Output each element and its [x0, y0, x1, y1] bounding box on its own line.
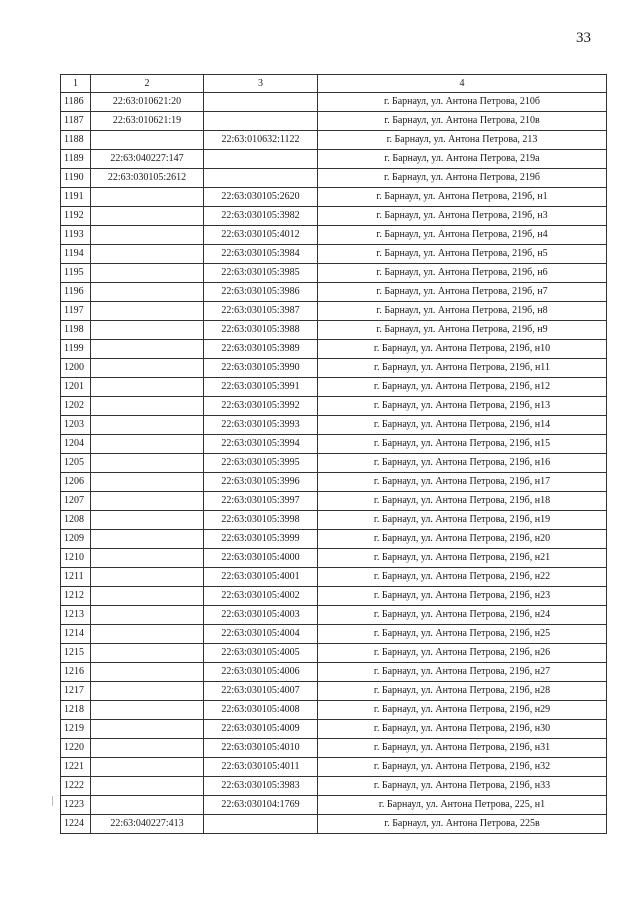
- cadastral-number-cell: [91, 207, 204, 226]
- room-cadastral-number-cell: [204, 112, 318, 131]
- address-cell: г. Барнаул, ул. Антона Петрова, 219б, н30: [318, 720, 607, 739]
- room-cadastral-number-cell: 22:63:030105:3996: [204, 473, 318, 492]
- cadastral-number-cell: [91, 530, 204, 549]
- cadastral-number-cell: [91, 549, 204, 568]
- cadastral-number-cell: 22:63:010621:20: [91, 93, 204, 112]
- row-number-cell: 1206: [61, 473, 91, 492]
- room-cadastral-number-cell: 22:63:030105:4012: [204, 226, 318, 245]
- address-cell: г. Барнаул, ул. Антона Петрова, 219б, н3: [318, 207, 607, 226]
- table-row: [61, 606, 607, 625]
- room-cadastral-number-cell: 22:63:030105:3991: [204, 378, 318, 397]
- row-number-cell: 1192: [61, 207, 91, 226]
- row-number-cell: 1209: [61, 530, 91, 549]
- address-cell: г. Барнаул, ул. Антона Петрова, 219б, н25: [318, 625, 607, 644]
- address-cell: г. Барнаул, ул. Антона Петрова, 225, н1: [318, 796, 607, 815]
- page-number: 33: [576, 30, 591, 46]
- table-row: [61, 226, 607, 245]
- table-row: [61, 549, 607, 568]
- table-row: [61, 454, 607, 473]
- room-cadastral-number-cell: 22:63:030105:3999: [204, 530, 318, 549]
- row-number-cell: 1208: [61, 511, 91, 530]
- address-cell: г. Барнаул, ул. Антона Петрова, 225в: [318, 815, 607, 834]
- cadastral-number-cell: [91, 473, 204, 492]
- row-number-cell: 1212: [61, 587, 91, 606]
- row-number-cell: 1201: [61, 378, 91, 397]
- room-cadastral-number-cell: 22:63:030105:3992: [204, 397, 318, 416]
- row-number-cell: 1188: [61, 131, 91, 150]
- address-cell: г. Барнаул, ул. Антона Петрова, 219б, н24: [318, 606, 607, 625]
- table-row: [61, 321, 607, 340]
- row-number-cell: 1187: [61, 112, 91, 131]
- row-number-cell: 1199: [61, 340, 91, 359]
- cadastral-number-cell: [91, 739, 204, 758]
- row-number-cell: 1198: [61, 321, 91, 340]
- row-number-cell: 1220: [61, 739, 91, 758]
- table-row: [61, 150, 607, 169]
- address-cell: г. Барнаул, ул. Антона Петрова, 219б, н4: [318, 226, 607, 245]
- address-cell: г. Барнаул, ул. Антона Петрова, 219б, н23: [318, 587, 607, 606]
- room-cadastral-number-cell: 22:63:030105:4003: [204, 606, 318, 625]
- address-cell: г. Барнаул, ул. Антона Петрова, 219б, н17: [318, 473, 607, 492]
- cadastral-number-cell: [91, 245, 204, 264]
- cadastral-number-cell: [91, 302, 204, 321]
- table-row: [61, 169, 607, 188]
- address-cell: г. Барнаул, ул. Антона Петрова, 219б, н32: [318, 758, 607, 777]
- room-cadastral-number-cell: 22:63:030105:3993: [204, 416, 318, 435]
- table-row: [61, 340, 607, 359]
- table-row: [61, 758, 607, 777]
- row-number-cell: 1216: [61, 663, 91, 682]
- room-cadastral-number-cell: 22:63:030105:4001: [204, 568, 318, 587]
- row-number-cell: 1197: [61, 302, 91, 321]
- cadastral-number-cell: [91, 758, 204, 777]
- room-cadastral-number-cell: 22:63:030105:3982: [204, 207, 318, 226]
- cadastral-number-cell: [91, 701, 204, 720]
- header-col-3: 3: [204, 75, 318, 93]
- address-cell: г. Барнаул, ул. Антона Петрова, 219б, н22: [318, 568, 607, 587]
- room-cadastral-number-cell: 22:63:030105:3984: [204, 245, 318, 264]
- cadastral-number-cell: [91, 587, 204, 606]
- table-row: [61, 112, 607, 131]
- row-number-cell: 1210: [61, 549, 91, 568]
- row-number-cell: 1215: [61, 644, 91, 663]
- table-row: [61, 796, 607, 815]
- cadastral-number-cell: 22:63:040227:147: [91, 150, 204, 169]
- room-cadastral-number-cell: 22:63:030105:3983: [204, 777, 318, 796]
- registry-table: [60, 74, 607, 834]
- room-cadastral-number-cell: 22:63:030105:3995: [204, 454, 318, 473]
- room-cadastral-number-cell: 22:63:030105:4000: [204, 549, 318, 568]
- address-cell: г. Барнаул, ул. Антона Петрова, 219б, н15: [318, 435, 607, 454]
- room-cadastral-number-cell: 22:63:030105:3989: [204, 340, 318, 359]
- cadastral-number-cell: [91, 359, 204, 378]
- cadastral-number-cell: [91, 777, 204, 796]
- table-row: [61, 777, 607, 796]
- room-cadastral-number-cell: 22:63:030105:4006: [204, 663, 318, 682]
- cadastral-number-cell: [91, 682, 204, 701]
- table-row: [61, 131, 607, 150]
- cadastral-number-cell: [91, 492, 204, 511]
- table-row: [61, 378, 607, 397]
- room-cadastral-number-cell: [204, 169, 318, 188]
- room-cadastral-number-cell: 22:63:030105:4007: [204, 682, 318, 701]
- header-col-2: 2: [91, 75, 204, 93]
- row-number-cell: 1196: [61, 283, 91, 302]
- room-cadastral-number-cell: 22:63:030105:4009: [204, 720, 318, 739]
- address-cell: г. Барнаул, ул. Антона Петрова, 219б, н10: [318, 340, 607, 359]
- cadastral-number-cell: [91, 644, 204, 663]
- cadastral-number-cell: [91, 606, 204, 625]
- address-cell: г. Барнаул, ул. Антона Петрова, 219б, н12: [318, 378, 607, 397]
- address-cell: г. Барнаул, ул. Антона Петрова, 210б: [318, 93, 607, 112]
- room-cadastral-number-cell: 22:63:030105:3997: [204, 492, 318, 511]
- row-number-cell: 1200: [61, 359, 91, 378]
- cadastral-number-cell: [91, 625, 204, 644]
- cadastral-number-cell: [91, 226, 204, 245]
- cadastral-number-cell: [91, 416, 204, 435]
- table-row: [61, 245, 607, 264]
- room-cadastral-number-cell: [204, 150, 318, 169]
- address-cell: г. Барнаул, ул. Антона Петрова, 219б, н20: [318, 530, 607, 549]
- room-cadastral-number-cell: 22:63:030105:4011: [204, 758, 318, 777]
- table-row: [61, 359, 607, 378]
- room-cadastral-number-cell: 22:63:030105:3986: [204, 283, 318, 302]
- row-number-cell: 1211: [61, 568, 91, 587]
- table-row: [61, 492, 607, 511]
- cadastral-number-cell: [91, 188, 204, 207]
- room-cadastral-number-cell: 22:63:030105:3994: [204, 435, 318, 454]
- address-cell: г. Барнаул, ул. Антона Петрова, 219б, н6: [318, 264, 607, 283]
- table-row: [61, 701, 607, 720]
- scan-mark: [52, 796, 53, 806]
- room-cadastral-number-cell: 22:63:030105:4010: [204, 739, 318, 758]
- address-cell: г. Барнаул, ул. Антона Петрова, 219б, н8: [318, 302, 607, 321]
- table-row: [61, 264, 607, 283]
- cadastral-number-cell: [91, 321, 204, 340]
- address-cell: г. Барнаул, ул. Антона Петрова, 219б: [318, 169, 607, 188]
- table-row: [61, 188, 607, 207]
- room-cadastral-number-cell: 22:63:030105:3987: [204, 302, 318, 321]
- row-number-cell: 1191: [61, 188, 91, 207]
- row-number-cell: 1224: [61, 815, 91, 834]
- cadastral-number-cell: [91, 131, 204, 150]
- row-number-cell: 1219: [61, 720, 91, 739]
- row-number-cell: 1207: [61, 492, 91, 511]
- address-cell: г. Барнаул, ул. Антона Петрова, 219б, н7: [318, 283, 607, 302]
- room-cadastral-number-cell: 22:63:030105:3998: [204, 511, 318, 530]
- address-cell: г. Барнаул, ул. Антона Петрова, 219б, н13: [318, 397, 607, 416]
- table-row: [61, 530, 607, 549]
- row-number-cell: 1223: [61, 796, 91, 815]
- room-cadastral-number-cell: 22:63:030104:1769: [204, 796, 318, 815]
- address-cell: г. Барнаул, ул. Антона Петрова, 219б, н1: [318, 188, 607, 207]
- address-cell: г. Барнаул, ул. Антона Петрова, 219б, н9: [318, 321, 607, 340]
- row-number-cell: 1213: [61, 606, 91, 625]
- table-row: [61, 739, 607, 758]
- table-row: [61, 511, 607, 530]
- room-cadastral-number-cell: 22:63:030105:4002: [204, 587, 318, 606]
- cadastral-number-cell: [91, 568, 204, 587]
- table-row: [61, 682, 607, 701]
- table-row: [61, 587, 607, 606]
- row-number-cell: 1218: [61, 701, 91, 720]
- table-row: [61, 207, 607, 226]
- table-row: [61, 815, 607, 834]
- address-cell: г. Барнаул, ул. Антона Петрова, 219б, н5: [318, 245, 607, 264]
- row-number-cell: 1205: [61, 454, 91, 473]
- row-number-cell: 1203: [61, 416, 91, 435]
- address-cell: г. Барнаул, ул. Антона Петрова, 219б, н18: [318, 492, 607, 511]
- row-number-cell: 1204: [61, 435, 91, 454]
- table-header-row: [61, 75, 607, 93]
- header-col-4: 4: [318, 75, 607, 93]
- cadastral-number-cell: 22:63:010621:19: [91, 112, 204, 131]
- address-cell: г. Барнаул, ул. Антона Петрова, 219б, н14: [318, 416, 607, 435]
- room-cadastral-number-cell: 22:63:030105:3988: [204, 321, 318, 340]
- cadastral-number-cell: [91, 264, 204, 283]
- cadastral-number-cell: [91, 435, 204, 454]
- address-cell: г. Барнаул, ул. Антона Петрова, 219б, н27: [318, 663, 607, 682]
- row-number-cell: 1190: [61, 169, 91, 188]
- table-row: [61, 720, 607, 739]
- row-number-cell: 1186: [61, 93, 91, 112]
- cadastral-number-cell: [91, 796, 204, 815]
- address-cell: г. Барнаул, ул. Антона Петрова, 219б, н11: [318, 359, 607, 378]
- address-cell: г. Барнаул, ул. Антона Петрова, 219б, н21: [318, 549, 607, 568]
- table-row: [61, 302, 607, 321]
- cadastral-number-cell: [91, 397, 204, 416]
- cadastral-number-cell: [91, 454, 204, 473]
- cadastral-number-cell: [91, 511, 204, 530]
- room-cadastral-number-cell: [204, 815, 318, 834]
- table-row: [61, 473, 607, 492]
- address-cell: г. Барнаул, ул. Антона Петрова, 210в: [318, 112, 607, 131]
- room-cadastral-number-cell: 22:63:030105:3985: [204, 264, 318, 283]
- table-row: [61, 416, 607, 435]
- room-cadastral-number-cell: 22:63:030105:3990: [204, 359, 318, 378]
- row-number-cell: 1195: [61, 264, 91, 283]
- cadastral-number-cell: 22:63:030105:2612: [91, 169, 204, 188]
- cadastral-number-cell: [91, 340, 204, 359]
- address-cell: г. Барнаул, ул. Антона Петрова, 219б, н31: [318, 739, 607, 758]
- row-number-cell: 1202: [61, 397, 91, 416]
- cadastral-number-cell: [91, 663, 204, 682]
- room-cadastral-number-cell: 22:63:030105:4008: [204, 701, 318, 720]
- cadastral-number-cell: [91, 378, 204, 397]
- room-cadastral-number-cell: 22:63:030105:4005: [204, 644, 318, 663]
- table-row: [61, 644, 607, 663]
- header-col-1: 1: [61, 75, 91, 93]
- row-number-cell: 1221: [61, 758, 91, 777]
- cadastral-number-cell: [91, 720, 204, 739]
- cadastral-number-cell: 22:63:040227:413: [91, 815, 204, 834]
- row-number-cell: 1214: [61, 625, 91, 644]
- address-cell: г. Барнаул, ул. Антона Петрова, 219б, н33: [318, 777, 607, 796]
- table-row: [61, 283, 607, 302]
- address-cell: г. Барнаул, ул. Антона Петрова, 219б, н16: [318, 454, 607, 473]
- table-row: [61, 435, 607, 454]
- address-cell: г. Барнаул, ул. Антона Петрова, 219а: [318, 150, 607, 169]
- table-row: [61, 663, 607, 682]
- row-number-cell: 1189: [61, 150, 91, 169]
- room-cadastral-number-cell: 22:63:010632:1122: [204, 131, 318, 150]
- table-row: [61, 93, 607, 112]
- table-row: [61, 397, 607, 416]
- table-row: [61, 625, 607, 644]
- room-cadastral-number-cell: 22:63:030105:4004: [204, 625, 318, 644]
- address-cell: г. Барнаул, ул. Антона Петрова, 219б, н26: [318, 644, 607, 663]
- table-row: [61, 568, 607, 587]
- address-cell: г. Барнаул, ул. Антона Петрова, 219б, н29: [318, 701, 607, 720]
- row-number-cell: 1193: [61, 226, 91, 245]
- address-cell: г. Барнаул, ул. Антона Петрова, 219б, н28: [318, 682, 607, 701]
- room-cadastral-number-cell: 22:63:030105:2620: [204, 188, 318, 207]
- cadastral-number-cell: [91, 283, 204, 302]
- room-cadastral-number-cell: [204, 93, 318, 112]
- address-cell: г. Барнаул, ул. Антона Петрова, 219б, н19: [318, 511, 607, 530]
- row-number-cell: 1194: [61, 245, 91, 264]
- row-number-cell: 1222: [61, 777, 91, 796]
- address-cell: г. Барнаул, ул. Антона Петрова, 213: [318, 131, 607, 150]
- row-number-cell: 1217: [61, 682, 91, 701]
